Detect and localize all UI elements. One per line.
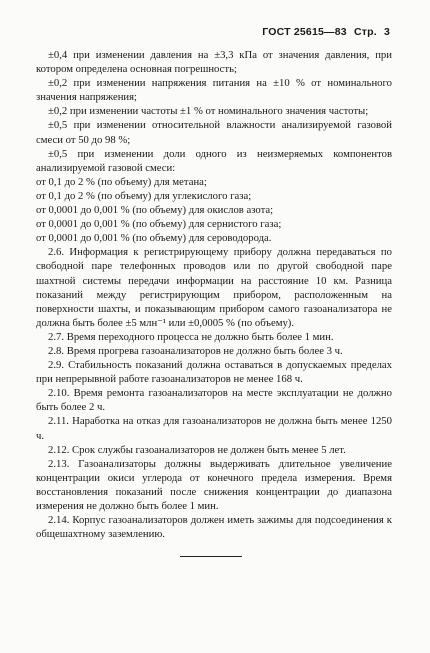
- paragraph-components: ±0,5 при изменении доли одного из неизмеряемых компонентов анализируемой газовой смеси:: [36, 147, 392, 174]
- clause-2-12: 2.12. Срок службы газоанализаторов не должен быть менее 5 лет.: [48, 443, 346, 456]
- clause-2-13: 2.13. Газоанализаторы должны выдерживать длительное увеличение концентрации окиси углерода от конечного предела измерения. Время восстановления показаний после снижения концентрации до диапазона измерения не должно быть более 1 мин.: [36, 457, 392, 512]
- clause-2-7: 2.7. Время переходного процесса не должно быть более 1 мин.: [48, 330, 334, 343]
- list-item-so2: от 0,0001 до 0,001 % (по объему) для сернистого газа;: [36, 218, 282, 231]
- paragraph-humidity: ±0,5 при изменении относительной влажности анализируемой газовой смеси от 50 до 98 %;: [36, 119, 392, 146]
- clause-2-9: 2.9. Стабильность показаний должна оставаться в допускаемых пределах при непрерывной работе газоанализаторов не менее 168 ч.: [36, 359, 392, 386]
- list-item-methane: от 0,1 до 2 % (по объему) для метана;: [36, 175, 207, 188]
- end-divider: [180, 556, 242, 557]
- paragraph-voltage: ±0,2 при изменении напряжения питания на ±10 % от номинального значения напряжения;: [36, 77, 392, 104]
- page-number: 3: [383, 26, 390, 38]
- standard-number: ГОСТ 25615—83: [262, 26, 347, 38]
- page-header: [258, 26, 390, 38]
- paragraph-pressure: ±0,4 при изменении давления на ±3,3 кПа от значения давления, при котором определена основная погрешность;: [36, 49, 392, 76]
- clause-2-6: 2.6. Информация к регистрирующему прибору должна передаваться по свободной паре телефонных проводов или по другой свободной паре шахтной системы передачи информации на расстояние 10 км. Разница показаний между регистрирующим прибором, расположенным на поверхности шахты, и показывающим прибором самого газоанализатора не должна быть более ±5 млн⁻¹ или ±0,0005 % (по объему).: [36, 246, 392, 329]
- clause-2-8: 2.8. Время прогрева газоанализаторов не должно быть более 3 ч.: [48, 344, 343, 357]
- list-item-h2s: от 0,0001 до 0,001 % (по объему) для сероводорода.: [36, 232, 272, 245]
- clause-2-10: 2.10. Время ремонта газоанализаторов на месте эксплуатации не должно быть более 2 ч.: [36, 387, 392, 414]
- document-body: [36, 48, 392, 541]
- clause-2-11: 2.11. Наработка на отказ для газоанализаторов не должна быть менее 1250 ч.: [36, 415, 392, 442]
- list-item-co2: от 0,1 до 2 % (по объему) для углекислого газа;: [36, 189, 252, 202]
- paragraph-frequency: ±0,2 при изменении частоты ±1 % от номинального значения частоты;: [48, 105, 369, 118]
- clause-2-14: 2.14. Корпус газоанализаторов должен иметь зажимы для подсоединения к общешахтному заземлению.: [36, 514, 392, 541]
- list-item-nox: от 0,0001 до 0,001 % (по объему) для окислов азота;: [36, 204, 274, 217]
- page-label: Стр.: [353, 26, 377, 38]
